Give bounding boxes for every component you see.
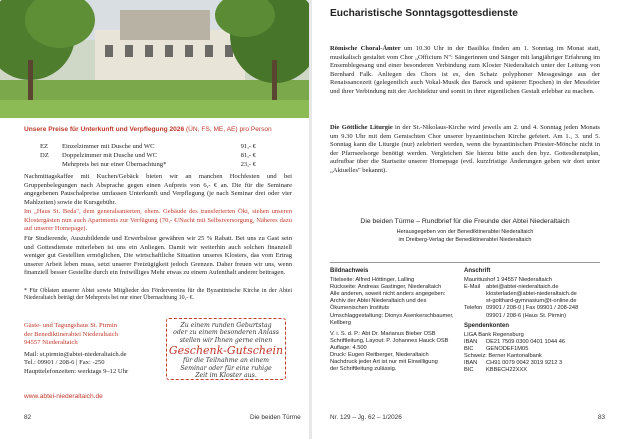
page-number: 83 [598, 414, 606, 421]
footer-title: Die beiden Türme [250, 414, 301, 421]
email-link[interactable]: abtei@abtei-niederaltaich.de [486, 284, 559, 291]
paragraph-liturgie: Die Göttliche Liturgie in der St.-Nikolaus-Kirche wird jeweils am 2. und 4. Sonntag jeden Monats um 9.30 Uhr mit dem Gemischten Chor unserer byzantinischen Kirche gefeiert. Am 1., 3. und 5. Sonntag kann die Liturgie (nur) zelebriert werden, wenn die byzantinischen Priester-Mönche nicht in der Pfarrseelsorge benötigt werden. Vergleichen Sie hierzu bitte auch den byz. Gottesdienstplan, aufrufbar über die Startseite unserer Homepage (evtl. kurzfristige Änderungen geben wir dort unter „Aktuelles" bekannt). [330, 124, 600, 174]
anschrift: Anschrift Mauritiushof 1 94557 Niederaltaich E-Mail abtei@abtei-niederaltaich.de klosterladen@abtei-niederaltaich.de st-gotthard-gymnasium@t-online.de Telefon 09901 / 208-0 | Fax 09901 / 208-248 09901 / 208-6 (Haus St. Pirmin) Spendenkonten LIGA Bank Regensburg IBAN DE21 7509 0300 0401 1044 46 BIC GENODEF1M05 Schweiz: Berner Kantonalbank IBAN CH91 0079 0042 3019 9212 3 BIC KBBECH22XXX [464, 268, 579, 374]
cover-photo [0, 0, 309, 118]
footnote: * Für Oblaten unserer Abtei sowie Mitglieder des Fördervereins für die Byzantinische Kirche in der Abtei Niederaltaich beträgt der Mehrpreis bei nur einer Übernachtung 10,- €. [24, 288, 292, 302]
email-link[interactable]: klosterladen@abtei-niederaltaich.de [486, 291, 577, 298]
right-page [312, 0, 619, 439]
rundbrief-title: Die beiden Türme – Rundbrief für die Freunde der Abtei Niederaltaich [360, 218, 570, 225]
website-link[interactable]: www.abtei-niederaltaich.de [24, 393, 103, 400]
divider [330, 262, 600, 263]
table-row: DZ Doppelzimmer mit Dusche und WC 81,- € [40, 152, 256, 159]
paragraph-rabatt: Für Studierende, Auszubildende und Erwerbslose gewähren wir 25 % Rabatt. Bei uns zu Gast sein und Gottesdienste miterleben ist uns ein Anliegen. Damit wir weiterhin auch solchen finanziell weniger gut Gestellten ermöglichen, Die wirtschaftliche Situation unseres Klosters, das vom Ertrag unserer Arbeit leben muss, setzt unserer Freizügigkeit jedoch Grenzen. Daher freuen wir uns, wenn finanziell besser Gestellte durch ein freiwilliges Mehr etwas zu einem Aufenthalt anderer beitragen. [24, 235, 292, 277]
rundbrief-sub1: Herausgegeben von der Benediktinerabtei Niederaltaich [396, 229, 534, 235]
issue-info: Nr. 129 – Jg. 62 – 1/2026 [330, 414, 402, 421]
price-heading: Unsere Preise für Unterkunft und Verpflegung 2026 (ÜN, FS, ME, AE) pro Person [24, 126, 272, 133]
page-title: Eucharistische Sonntagsgottesdienste [330, 8, 518, 19]
gift-voucher-box: Zu einem runden Geburtstag oder zu einem besonderen Anlass stellen wir Ihnen gerne einen Geschenk-Gutschein für die Teilnahme an einem Seminar oder für eine ruhige Zeit im Kloster aus. [166, 318, 286, 380]
email-link[interactable]: st-gotthard-gymnasium@t-online.de [486, 298, 577, 305]
table-row: EZ Einzelzimmer mit Dusche und WC 91,- € [40, 143, 256, 150]
bildnachweis: Bildnachweis Titelseite: Alfred Höttinger, Lalling Rückseite: Andreas Gastinger, Niederaltaich Alle anderen, soweit nicht anders angegeben: Archiv der Abtei Niederaltaich und des Ökumenischen Instituts Umschlaggestaltung: Dionys Asenkerschbaumer, Kellberg V. i. S. d. P.: Abt Dr. Marianus Bieber OSB Schriftleitung, Layout: P. Johannes Hauck OSB Auflage: 4.500 Druck: Eugen Reitberger, Niederaltaich Nachdruck jeder Art ist nur mit Einwilligung der Schriftleitung zulässig. [330, 268, 454, 373]
left-page [0, 0, 309, 439]
paragraph-kaffee: Nachmittagskaffee mit Kuchen/Gebäck bieten wir an manchen Hochfesten und bei Gruppenbelegungen nach Absprache gegen einen Aufpreis von 6,- € an. Die für die Seminare angegebenen Pauschalpreise umfassen Unterkunft und Verpflegung (je nach Seminar drei oder vier Mahlzeiten) sowie die Kursgebühr. [24, 173, 292, 206]
paragraph-choral: Römische Choral-Ämter um 10.30 Uhr in der Basilika finden am 1. Sonntag im Monat statt, musikalisch gestaltet vom Chor „Officium N": Sängerinnen und Sänger mit langjähriger Erfahrung im Ensemblegesang und einer besonderen Verbindung zum Kloster Niederaltaich unter der Leitung von Bernhard Falk. Anliegen des Chors ist es, den Schatz polyphoner Messgesänge aus der Renaissancezeit (gelegentlich auch Vokal-Musik des Barock und späterer Epochen) in der Messfeier und ihrer Verbindung mit der Architektur und somit in ihrer eigentlichen Gestalt erlebbar zu machen. [330, 45, 601, 95]
table-row: Mehrpreis bei nur einer Übernachtung* 23,- € [62, 161, 256, 168]
paragraph-haus-st-beda: Im „Haus St. Beda", dem generalsanierten, ehem. Gebäude des transferierten Öki, stehen unseren Klostergästen nun auch Apartments zur Verfügung (70,- €/Nacht mit Selbstversorgung, Näheres dazu auf unserer Homepage). [24, 208, 292, 233]
guesthouse-address: Gäste- und Tagungshaus St. Pirmin der Benediktinerabtei Niederaltaich 94557 Niederaltaich Mail: st.pirmin@abtei-niederaltaich.de Tel.: 09901 / 208-6 | Fax: -250 Haupttelefonzeiten: werktags 9–12 Uhr [24, 322, 154, 377]
price-table [40, 142, 256, 169]
rundbrief-sub2: im Dreiberg-Verlag der Benediktinerabtei Niederaltaich [398, 237, 532, 243]
page-number: 82 [24, 414, 32, 421]
guesthouse-mail[interactable]: Mail: st.pirmin@abtei-niederaltaich.de [24, 350, 127, 358]
